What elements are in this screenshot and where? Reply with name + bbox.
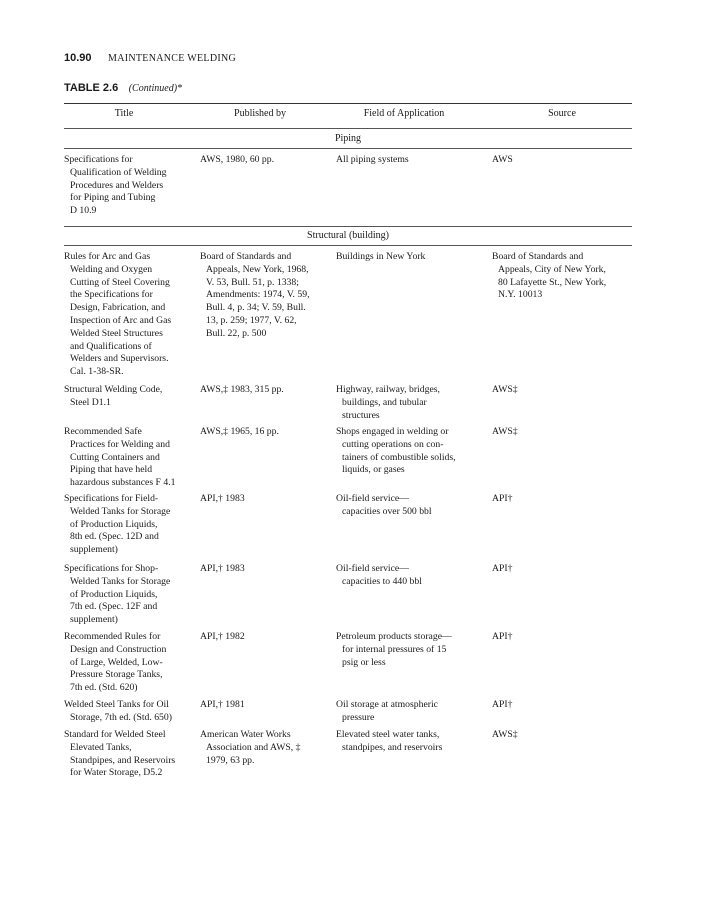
section-heading-structural: Structural (building) <box>307 230 389 241</box>
column-header-field-of-application: Field of Application <box>363 108 445 119</box>
cell-field <box>336 251 425 264</box>
cell-published <box>200 631 245 644</box>
cell-source <box>492 631 512 644</box>
cell-title <box>64 493 170 557</box>
cell-line: supplement) <box>70 614 118 626</box>
cell-line: Recommended Rules for <box>64 631 161 642</box>
cell-line: hazardous substances F 4.1 <box>70 477 176 489</box>
cell-published <box>200 384 284 397</box>
cell-line: Amendments: 1974, V. 59, <box>206 289 310 301</box>
cell-line: Petroleum products storage— <box>336 631 452 642</box>
cell-line: tainers of combustible solids, <box>342 451 456 463</box>
cell-line: Cutting Containers and <box>70 451 160 463</box>
cell-source <box>492 699 512 712</box>
cell-published <box>200 493 245 506</box>
cell-published <box>200 699 245 712</box>
cell-line: Design and Construction <box>70 643 167 655</box>
cell-line: Welded Tanks for Storage <box>70 575 171 587</box>
cell-line: Oil storage at atmospheric <box>336 699 438 710</box>
cell-line: supplement) <box>70 544 118 556</box>
cell-line: standpipes, and reservoirs <box>342 741 443 753</box>
cell-line: API† <box>492 493 513 504</box>
column-header-title: Title <box>114 108 134 119</box>
cell-line: Recommended Safe <box>64 426 142 437</box>
cell-line: Shops engaged in welding or <box>336 426 449 437</box>
cell-line: Design, Fabrication, and <box>70 302 166 314</box>
page-number: 10.90 <box>64 52 92 64</box>
cell-field <box>336 631 452 669</box>
cell-line: Board of Standards and <box>492 251 584 262</box>
cell-field <box>336 154 409 167</box>
cell-line: Standard for Welded Steel <box>64 729 166 740</box>
section-top-rule-structural <box>64 226 632 227</box>
cell-line: Welded Steel Tanks for Oil <box>64 699 169 710</box>
cell-line: Board of Standards and <box>200 251 292 262</box>
cell-line: AWS,‡ 1983, 315 pp. <box>200 384 284 395</box>
cell-line: for internal pressures of 15 <box>342 643 447 655</box>
cell-title <box>64 563 170 627</box>
cell-line: Piping that have held <box>70 464 153 476</box>
cell-field <box>336 563 422 589</box>
cell-line: of Production Liquids, <box>70 588 158 600</box>
cell-line: Cutting of Steel Covering <box>70 276 170 288</box>
cell-line: API† <box>492 699 513 710</box>
cell-line: Welders and Supervisors. <box>70 353 169 365</box>
page-header <box>64 52 236 64</box>
cell-source <box>492 729 518 742</box>
cell-line: All piping systems <box>336 154 409 165</box>
cell-line: AWS, 1980, 60 pp. <box>200 154 275 165</box>
cell-line: for Piping and Tubing <box>70 192 156 204</box>
cell-line: API,† 1983 <box>200 493 245 504</box>
cell-line: Association and AWS, ‡ <box>206 741 301 753</box>
cell-line: Bull. 22, p. 500 <box>206 327 267 339</box>
cell-line: American Water Works <box>200 729 291 740</box>
cell-line: 7th ed. (Spec. 12F and <box>70 601 158 613</box>
cell-line: liquids, or gases <box>342 464 405 476</box>
cell-line: API,† 1982 <box>200 631 245 642</box>
table-continued-note: (Continued)* <box>128 83 183 94</box>
cell-line: Welding and Oxygen <box>70 263 153 275</box>
cell-line: 13, p. 259; 1977, V. 62, <box>206 314 297 326</box>
header-rule <box>64 128 632 129</box>
cell-line: API,† 1983 <box>200 563 245 574</box>
column-header-source: Source <box>548 108 576 119</box>
cell-line: Pressure Storage Tanks, <box>70 669 163 681</box>
cell-field <box>336 384 440 422</box>
cell-line: Welded Tanks for Storage <box>70 505 171 517</box>
cell-source <box>492 384 518 397</box>
cell-line: Inspection of Arc and Gas <box>70 314 172 326</box>
cell-line: AWS‡ <box>492 729 518 740</box>
cell-title <box>64 384 162 410</box>
cell-field <box>336 699 438 725</box>
cell-title <box>64 251 171 379</box>
section-rule-piping <box>64 148 632 149</box>
cell-line: structures <box>342 409 380 421</box>
cell-line: 7th ed. (Std. 620) <box>70 682 138 694</box>
cell-line: Oil-field service— <box>336 493 409 504</box>
cell-line: V. 53, Bull. 51, p. 1338; <box>206 276 299 288</box>
cell-line: Procedures and Welders <box>70 179 164 191</box>
column-header-published-by: Published by <box>234 108 286 119</box>
cell-line: D 10.9 <box>70 205 97 217</box>
cell-line: psig or less <box>342 656 386 668</box>
section-rule-structural <box>64 245 632 246</box>
cell-line: for Water Storage, D5.2 <box>70 767 163 779</box>
cell-field <box>336 426 456 477</box>
cell-title <box>64 154 166 218</box>
cell-line: capacities over 500 bbl <box>342 505 432 517</box>
cell-published <box>200 426 279 439</box>
cell-line: the Specifications for <box>70 289 153 301</box>
cell-line: Cal. 1-38-SR. <box>70 366 124 378</box>
cell-line: and Qualifications of <box>70 340 152 352</box>
cell-published <box>200 563 245 576</box>
cell-line: Specifications for <box>64 154 133 165</box>
cell-line: pressure <box>342 711 375 723</box>
cell-field <box>336 493 432 519</box>
cell-source <box>492 426 518 439</box>
cell-line: AWS‡ <box>492 384 518 395</box>
cell-source <box>492 493 512 506</box>
cell-published <box>200 154 274 167</box>
cell-line: of Production Liquids, <box>70 518 158 530</box>
cell-line: Specifications for Field- <box>64 493 159 504</box>
cell-line: Oil-field service— <box>336 563 409 574</box>
cell-published <box>200 251 310 341</box>
cell-title <box>64 699 172 725</box>
running-title: MAINTENANCE WELDING <box>108 53 237 64</box>
cell-line: N.Y. 10013 <box>498 289 543 301</box>
table-label: TABLE 2.6 <box>64 82 119 94</box>
cell-line: Standpipes, and Reservoirs <box>70 754 176 766</box>
cell-published <box>200 729 300 767</box>
cell-line: API† <box>492 563 513 574</box>
cell-line: buildings, and tubular <box>342 396 427 408</box>
cell-line: Elevated Tanks, <box>70 741 132 753</box>
cell-line: 8th ed. (Spec. 12D and <box>70 531 159 543</box>
cell-line: Steel D1.1 <box>70 396 111 408</box>
cell-line: AWS,‡ 1965, 16 pp. <box>200 426 279 437</box>
cell-line: 80 Lafayette St., New York, <box>498 276 607 288</box>
cell-line: API,† 1981 <box>200 699 245 710</box>
cell-line: API† <box>492 631 513 642</box>
cell-line: Qualification of Welding <box>70 166 167 178</box>
cell-line: Highway, railway, bridges, <box>336 384 440 395</box>
cell-line: Specifications for Shop- <box>64 563 159 574</box>
table-top-rule <box>64 103 632 104</box>
table-caption <box>64 82 182 94</box>
cell-line: Practices for Welding and <box>70 438 170 450</box>
cell-line: Buildings in New York <box>336 251 426 262</box>
cell-source <box>492 154 513 167</box>
cell-line: Bull. 4, p. 34; V. 59, Bull. <box>206 302 306 314</box>
cell-line: Storage, 7th ed. (Std. 650) <box>70 711 172 723</box>
cell-title <box>64 631 166 695</box>
cell-line: Appeals, City of New York, <box>498 263 606 275</box>
cell-title <box>64 426 175 490</box>
cell-line: Structural Welding Code, <box>64 384 163 395</box>
cell-line: AWS <box>492 154 513 165</box>
cell-line: 1979, 63 pp. <box>206 754 255 766</box>
cell-title <box>64 729 175 780</box>
cell-line: Welded Steel Structures <box>70 327 163 339</box>
cell-source <box>492 563 512 576</box>
cell-line: cutting operations on con- <box>342 438 444 450</box>
cell-line: Rules for Arc and Gas <box>64 251 151 262</box>
cell-line: Appeals, New York, 1968, <box>206 263 309 275</box>
cell-source <box>492 251 606 302</box>
cell-field <box>336 729 442 755</box>
cell-line: Elevated steel water tanks, <box>336 729 440 740</box>
cell-line: capacities to 440 bbl <box>342 575 422 587</box>
cell-line: of Large, Welded, Low- <box>70 656 163 668</box>
cell-line: AWS‡ <box>492 426 518 437</box>
section-heading-piping: Piping <box>334 133 362 144</box>
